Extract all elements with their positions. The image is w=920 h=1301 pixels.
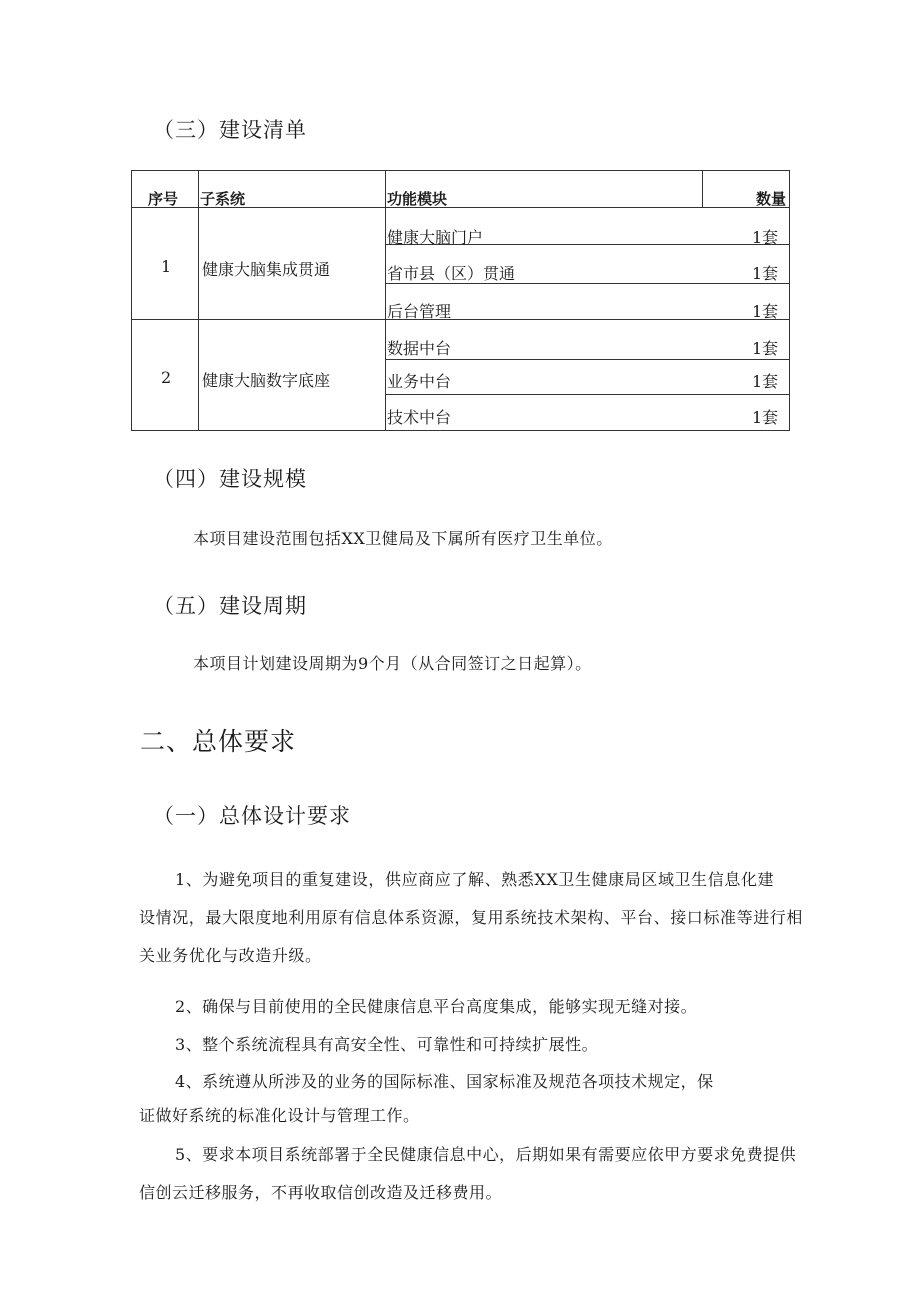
module-name: 健康大脑门户 [387,228,484,247]
section-4-title: （四）建设规模 [153,467,307,491]
module-name: 后台管理 [387,302,452,321]
section-3-title: （三）建设清单 [153,118,307,142]
table-row-divider [385,359,789,360]
module-name: 业务中台 [387,372,452,391]
requirement-5-line: 5、要求本项目系统部署于全民健康信息中心，后期如果有需要应依甲方要求免费提供 [175,1145,797,1164]
requirement-1 [175,861,774,899]
header-no: 序号 [148,190,179,208]
module-qty: 1套 [752,372,779,391]
group-number: 2 [161,368,172,387]
group-number: 1 [161,257,172,276]
module-name: 技术中台 [387,408,452,427]
section-5-text: 本项目计划建设周期为9个月（从合同签订之日起算）。 [193,654,592,673]
module-name: 省市县（区）贯通 [387,264,516,283]
requirement-5-line: 信创云迁移服务，不再收取信创改造及迁移费用。 [139,1183,503,1202]
chapter-2-heading: 二、总体要求 [140,727,297,756]
subsection-2-1-title: （一）总体设计要求 [153,804,351,828]
table-col-divider [385,171,386,430]
requirement-1-line: 关业务优化与改造升级。 [139,946,322,965]
requirement-2: 2、确保与目前使用的全民健康信息平台高度集成，能够实现无缝对接。 [175,997,698,1016]
section-4-text: 本项目建设范围包括XX卫健局及下属所有医疗卫生单位。 [193,529,613,548]
module-name: 数据中台 [387,339,452,358]
table-group-divider [132,319,789,320]
requirement-1-line: 1、为避免项目的重复建设，供应商应了解、熟悉XX卫生健康局区域卫生信息化建 [175,870,775,889]
module-qty: 1套 [752,408,779,427]
subsystem-name: 健康大脑集成贯通 [202,260,331,279]
header-qty: 数量 [756,190,787,208]
requirement-3: 3、整个系统流程具有高安全性、可靠性和可持续扩展性。 [175,1035,599,1054]
header-subsystem: 子系统 [200,190,246,208]
module-qty: 1套 [752,228,779,247]
requirement-1-line: 设情况，最大限度地利用原有信息体系资源，复用系统技术架构、平台、接口标准等进行相 [139,908,804,927]
requirement-1-cont [139,899,803,975]
header-module: 功能模块 [387,190,448,208]
module-qty: 1套 [752,264,779,283]
section-5-title: （五）建设周期 [153,594,307,618]
subsystem-name: 健康大脑数字底座 [202,371,331,390]
module-qty: 1套 [752,339,779,358]
table-row-divider [385,394,789,395]
module-qty: 1套 [752,302,779,321]
table-col-divider [702,171,703,207]
table-col-divider [198,171,199,430]
requirement-4-line: 4、系统遵从所涉及的业务的国际标准、国家标准及规范各项技术规定，保 [175,1072,714,1091]
construction-list-table [131,170,790,431]
requirement-4-line: 证做好系统的标准化设计与管理工作。 [139,1106,420,1125]
